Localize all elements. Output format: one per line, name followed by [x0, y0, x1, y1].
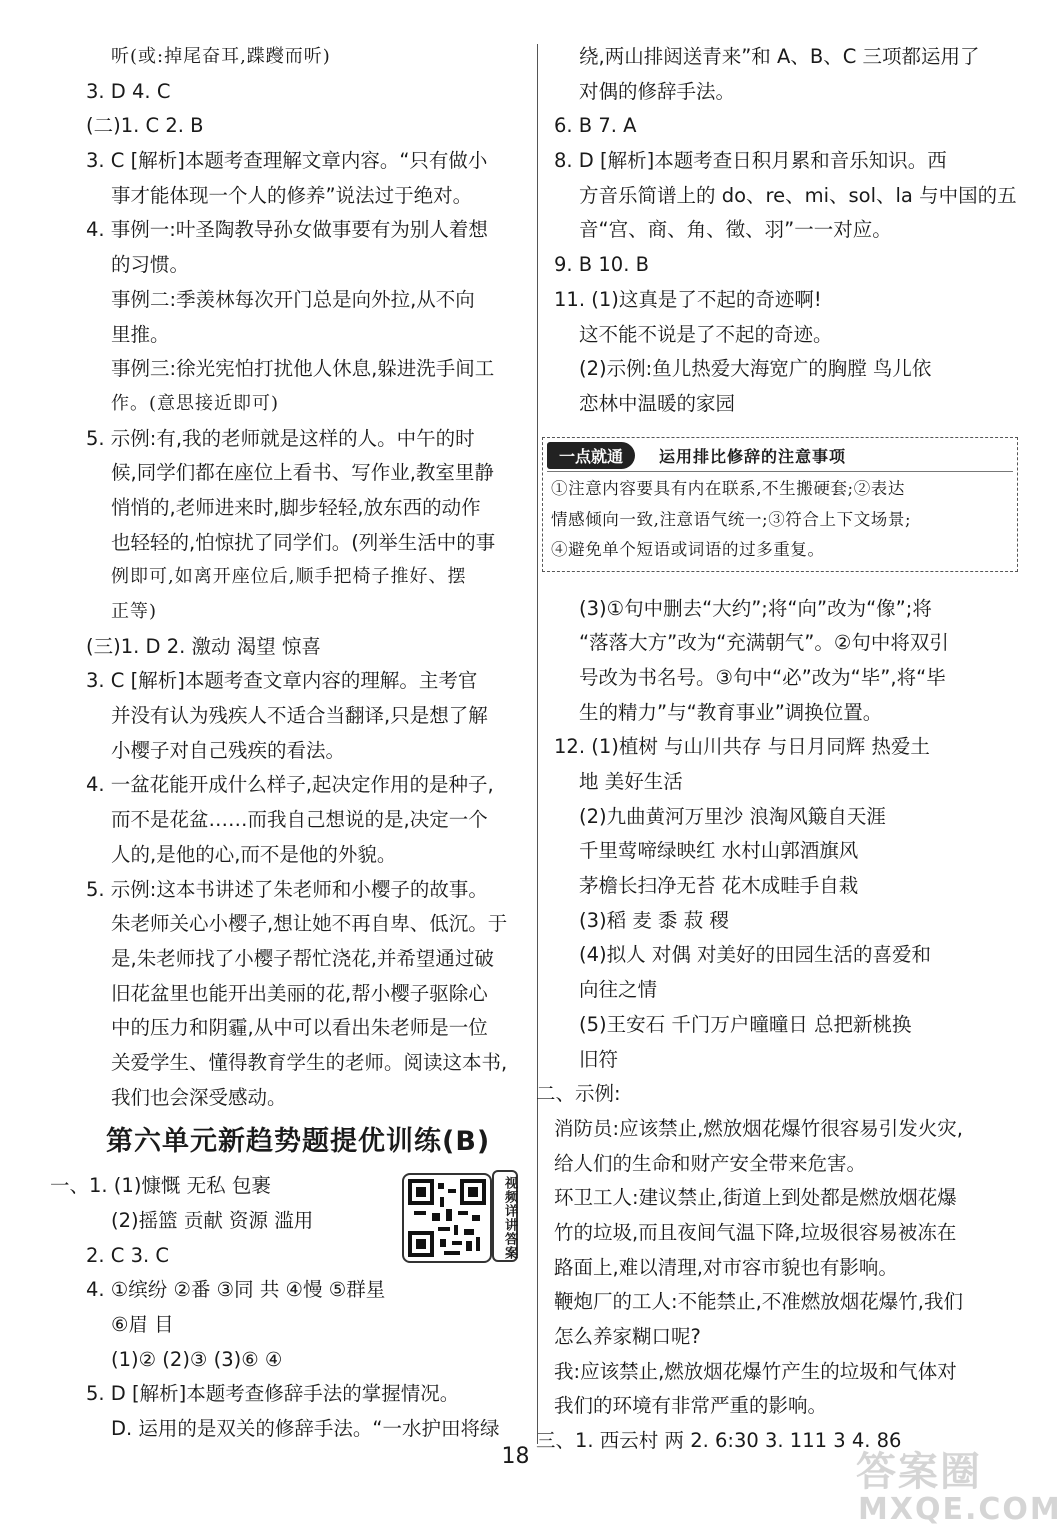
- answer-line: 事例三:徐光宪怕打扰他人休息,躲进洗手间工: [111, 357, 495, 381]
- answer-line: D. 运用的是双关的修辞手法。“一水护田将绿: [111, 1417, 500, 1441]
- answer-line: 这不能不说是了不起的奇迹。: [579, 322, 833, 346]
- answer-line: 茅檐长扫净无苔 花木成畦手自栽: [579, 874, 859, 898]
- answer-line: 3. D 4. C: [86, 79, 171, 103]
- section-title: 第六单元新趋势题提优训练(B): [106, 1126, 491, 1158]
- tip-body: [551, 474, 1013, 566]
- answer-line: 向往之情: [579, 978, 658, 1002]
- answer-line: (三)1. D 2. 激动 渴望 惊喜: [86, 634, 321, 658]
- answer-line: 中的压力和阴霾,从中可以看出朱老师是一位: [111, 1016, 488, 1040]
- tip-line: ①注意内容要具有内在联系,不生搬硬套;②表达: [551, 479, 906, 498]
- answer-line: 路面上,难以清理,对市容市貌也有影响。: [554, 1255, 898, 1279]
- answer-line: 小樱子对自己残疾的看法。: [111, 738, 346, 762]
- answer-line: 是,朱老师找了小樱子帮忙浇花,并希望通过破: [111, 946, 494, 970]
- answer-line: 5. D [解析]本题考查修辞手法的掌握情况。: [86, 1382, 460, 1406]
- answer-line: 朱老师关心小樱子,想让她不再自卑、低沉。于: [111, 912, 508, 936]
- answer-line: 鞭炮厂的工人:不能禁止,不准燃放烟花爆竹,我们: [554, 1290, 963, 1314]
- qr-video-label: 视频详讲答案: [492, 1170, 518, 1262]
- answer-line: 4. ①缤纷 ②番 ③同 共 ④慢 ⑤群星: [86, 1278, 386, 1302]
- answer-line: 而不是花盆……而我自己想说的是,决定一个: [111, 808, 488, 832]
- watermark-text: 答案圈: [856, 1449, 982, 1495]
- answer-line: 9. B 10. B: [554, 253, 649, 277]
- answer-line: 我们的环境有非常严重的影响。: [554, 1394, 828, 1418]
- answer-line: “落落大方”改为“充满朝气”。②句中将双引: [579, 631, 949, 655]
- answer-line: 4. 一盆花能开成什么样子,起决定作用的是种子,: [86, 773, 494, 797]
- answer-line: 给人们的生命和财产安全带来危害。: [554, 1151, 867, 1175]
- answer-line: 怎么养家糊口呢?: [554, 1325, 701, 1348]
- tip-line: ④避免单个短语或词语的过多重复。: [551, 540, 825, 559]
- answer-line: (3)①句中删去“大约”;将“向”改为“像”;将: [579, 596, 932, 620]
- answer-line: 事才能体现一个人的修养”说法过于绝对。: [111, 183, 473, 207]
- tip-title: 运用排比修辞的注意事项: [659, 446, 847, 466]
- answer-line: (2)摇篮 贡献 资源 滥用: [111, 1209, 314, 1232]
- answer-line: ⑥眉 目: [111, 1313, 174, 1337]
- answer-line: (1)② (2)③ (3)⑥ ④: [111, 1347, 283, 1371]
- answer-line: 我们也会深受感动。: [111, 1085, 287, 1109]
- answer-line: 关爱学生、懂得教育学生的老师。阅读这本书,: [111, 1050, 508, 1074]
- answer-line: (5)王安石 千门万户曈曈日 总把新桃换: [579, 1012, 912, 1036]
- answer-line: (2)示例:鱼儿热爱大海宽广的胸膛 鸟儿依: [579, 357, 932, 381]
- tip-badge: 一点就通: [547, 442, 635, 469]
- column-divider: [537, 44, 538, 1444]
- watermark-logo: [856, 1440, 1062, 1534]
- answer-line: 方音乐简谱上的 do、re、mi、sol、la 与中国的五: [579, 183, 1017, 207]
- tip-box: [542, 437, 1018, 572]
- qr-code-icon[interactable]: [402, 1173, 492, 1263]
- answer-line: 竹的垃圾,而且夜间气温下降,垃圾很容易被冻在: [554, 1220, 957, 1244]
- answer-line: (二)1. C 2. B: [86, 114, 204, 138]
- answer-line: 12. (1)植树 与山川共存 与日月同辉 热爱土: [554, 735, 930, 759]
- answer-line: 例即可,如离开座位后,顺手把椅子推好、摆: [111, 566, 467, 588]
- right-answers-part1: [546, 40, 1016, 422]
- answer-line: 4. 事例一:叶圣陶教导孙女做事要有为别人着想: [86, 218, 488, 242]
- answer-line: 旧花盆里也能开出美丽的花,帮小樱子驱除心: [111, 981, 488, 1005]
- answer-line: 环卫工人:建议禁止,街道上到处都是燃放烟花爆: [554, 1186, 957, 1210]
- answer-line: 人的,是他的心,而不是他的外貌。: [111, 842, 397, 866]
- answer-line: 5. 示例:这本书讲述了朱老师和小樱子的故事。: [86, 877, 488, 901]
- right-column: [536, 40, 1017, 1459]
- answer-line: 悄悄的,老师进来时,脚步轻轻,放东西的动作: [111, 495, 481, 519]
- answer-line: (4)拟人 对偶 对美好的田园生活的喜爱和: [579, 943, 932, 967]
- watermark-url: MXQE.COM: [858, 1492, 1062, 1527]
- answer-line: 里推。: [111, 322, 170, 346]
- answer-line: (3)稻 麦 黍 菽 稷: [579, 908, 729, 932]
- answer-line: 8. D [解析]本题考查日积月累和音乐知识。西: [554, 149, 947, 173]
- answer-line: 生的精力”与“教育事业”调换位置。: [579, 700, 883, 724]
- tip-line: 情感倾向一致,注意语气统一;③符合上下文场景;: [551, 509, 912, 529]
- answer-line: 绕,两山排闼送青来”和 A、B、C 三项都运用了: [579, 45, 980, 68]
- answer-line: 6. B 7. A: [554, 114, 637, 138]
- answer-line: 千里莺啼绿映红 水村山郭酒旗风: [579, 839, 859, 863]
- answer-line: (2)九曲黄河万里沙 浪淘风簸自天涯: [579, 804, 886, 828]
- answer-line: 3. C [解析]本题考查理解文章内容。“只有做小: [86, 149, 488, 173]
- answer-line: 事例二:季羡林每次开门总是向外拉,从不向: [111, 287, 475, 311]
- tip-header: [547, 441, 846, 469]
- right-answers-part2: [536, 592, 1016, 1459]
- answer-line: 作。(意思接近即可): [111, 392, 280, 414]
- answer-line: 并没有认为残疾人不适合当翻译,只是想了解: [111, 704, 488, 728]
- answer-line: 音“宫、商、角、徵、羽”一一对应。: [579, 218, 892, 242]
- answer-line: 的习惯。: [111, 253, 190, 277]
- answer-line: 正等): [111, 601, 158, 622]
- answer-line: 号改为书名号。③句中“必”改为“毕”,将“毕: [579, 665, 946, 689]
- answer-line: 二、示例:: [536, 1082, 621, 1106]
- answer-line: 三、1. 西云村 两 2. 6:30 3. 111 3 4. 86: [536, 1429, 902, 1453]
- answer-line: 候,同学们都在座位上看书、写作业,教室里静: [111, 461, 494, 485]
- answer-line: 对偶的修辞手法。: [579, 79, 736, 103]
- answer-line: 旧符: [579, 1047, 619, 1071]
- answer-line: 听(或:掉尾奋耳,蹀躞而听): [111, 46, 331, 67]
- answer-line: 2. C 3. C: [86, 1243, 170, 1267]
- answer-line: 一、1. (1)慷慨 无私 包裹: [50, 1174, 271, 1198]
- answer-line: 11. (1)这真是了不起的奇迹啊!: [554, 287, 822, 311]
- answer-line: 地 美好生活: [579, 770, 683, 793]
- answer-line: 恋林中温暖的家园: [579, 391, 736, 415]
- left-answers-part1: [78, 40, 530, 1115]
- answer-line: 3. C [解析]本题考查文章内容的理解。主考官: [86, 669, 478, 693]
- page-number: 18: [501, 1444, 530, 1469]
- answer-line: 我:应该禁止,燃放烟花爆竹产生的垃圾和气体对: [554, 1359, 957, 1383]
- tip-divider: [547, 471, 1013, 472]
- answer-line: 消防员:应该禁止,燃放烟花爆竹很容易引发火灾,: [554, 1116, 963, 1140]
- answer-line: 也轻轻的,怕惊扰了同学们。(列举生活中的事: [111, 530, 496, 554]
- answer-line: 5. 示例:有,我的老师就是这样的人。中午的时: [86, 426, 475, 450]
